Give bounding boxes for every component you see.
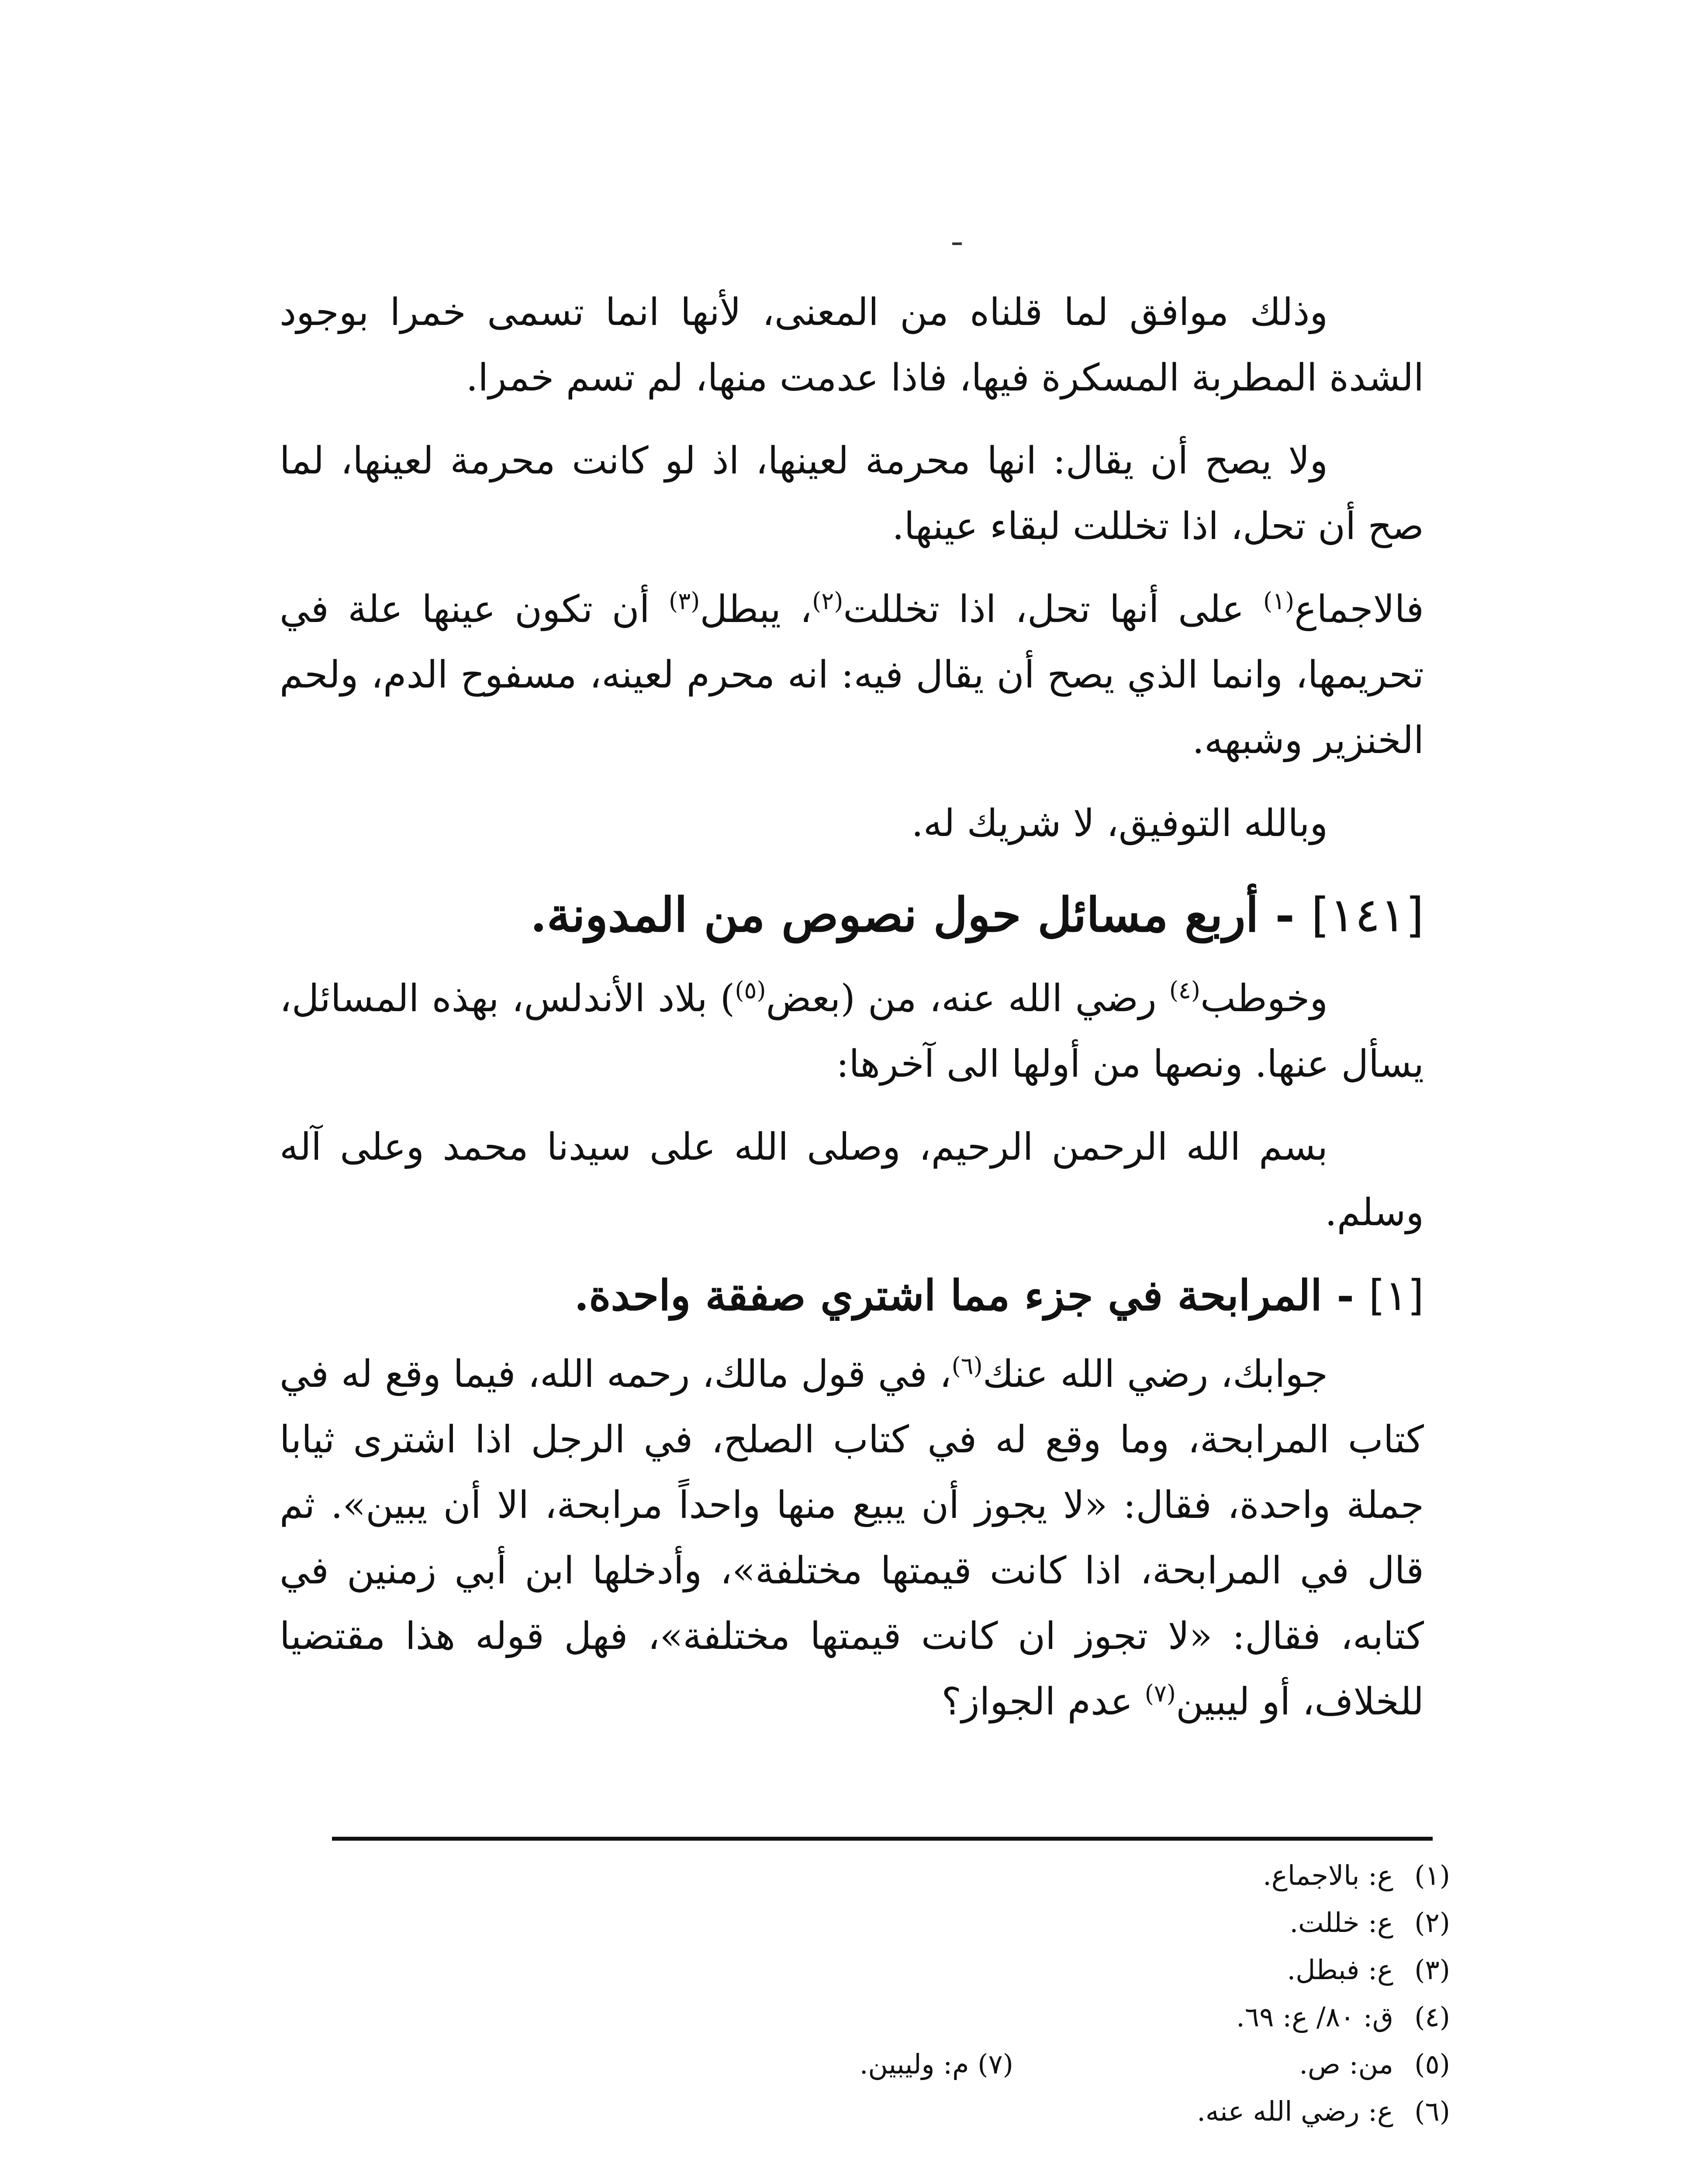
- footnote: [743, 1852, 1450, 1899]
- subsection-heading: [280, 1263, 1424, 1328]
- text-run: عدم الجواز؟: [941, 1680, 1145, 1724]
- text-run: وخوطب: [1200, 977, 1328, 1020]
- paragraph: ولا يصح أن يقال: انها محرمة لعينها، اذ لو كانت محرمة لعينها، لما صح أن تحل، اذا تخللت لبقاء عينها.: [280, 439, 1424, 548]
- footnote-number: (٤): [1414, 2001, 1450, 2033]
- footnote: [743, 1994, 1450, 2041]
- footnote-number: (٥): [1414, 2048, 1450, 2080]
- footnote-number: (٢): [1414, 1907, 1450, 1939]
- text-run: ) بلاد الأندلس، بهذه المسائل، يسأل عنها. ونصها من أولها الى آخرها:: [280, 977, 1424, 1086]
- footnote-text: ع: فبطل.: [1287, 1954, 1393, 1986]
- footnote: [655, 2041, 1013, 2088]
- paragraph: وذلك موافق لما قلناه من المعنى، لأنها انما تسمى خمرا بوجود الشدة المطربة المسكرة فيها، فاذا عدمت منها، لم تسم خمرا.: [280, 290, 1424, 400]
- footnote-ref[interactable]: (٤): [1169, 976, 1200, 1004]
- footnote-text: من: ص.: [1299, 2048, 1393, 2080]
- header-mark: [952, 242, 962, 245]
- footnote-ref[interactable]: (٣): [669, 587, 700, 615]
- footnote-number: (٣): [1414, 1954, 1450, 1986]
- subsection-number: [١]: [1368, 1271, 1424, 1320]
- footnotes: [743, 1852, 1450, 2135]
- basmala: بسم الله الرحمن الرحيم، وصلى الله على سيدنا محمد وعلى آله وسلم.: [280, 1125, 1424, 1234]
- section-number: [١٤١]: [1311, 888, 1424, 943]
- paragraph: [280, 1341, 1424, 1735]
- footnote: [743, 1946, 1450, 1994]
- text-run: رضي الله عنه، من (بعض: [766, 977, 1169, 1020]
- paragraph: وبالله التوفيق، لا شريك له.: [911, 802, 1328, 845]
- footnote: [743, 2088, 1450, 2135]
- footnote-text: ع: خللت.: [1289, 1907, 1393, 1939]
- footnote-ref[interactable]: (٢): [812, 587, 843, 615]
- text-run: ، يبطل: [700, 587, 812, 631]
- footnote-text: م: وليبين.: [859, 2048, 969, 2080]
- footnote-ref[interactable]: (١): [1263, 587, 1295, 615]
- footnote-number: (١): [1414, 1859, 1450, 1891]
- text-run: ، في قول مالك، رحمه الله، فيما وقع له في كتاب المرابحة، وما وقع له في كتاب الصلح، في الرجل اذا اشترى ثيابا جملة واحدة، فقال: «لا يجوز أن يبيع منها واحداً مرابحة، الا أن يبين». ثم قال في المرابحة، اذا كانت قيمتها مختلفة»، وأدخلها ابن أبي زمنين في كتابه، فقال: «لا تجوز ان كانت قيمتها مختلفة»، فهل قوله هذا مقتضيا للخلاف، أو ليبين: [280, 1352, 1424, 1724]
- text-run: أن تكون عينها علة في تحريمها، وانما الذي يصح أن يقال فيه: انه محرم لعينه، مسفوح الدم، ولحم الخنزير وشبهه.: [280, 587, 1424, 762]
- footnote-ref[interactable]: (٧): [1144, 1679, 1176, 1707]
- subsection-title: - المرابحة في جزء مما اشتري صفقة واحدة.: [574, 1271, 1369, 1320]
- section-title: - أربع مسائل حول نصوص من المدونة.: [530, 888, 1311, 943]
- footnote-number: (٦): [1414, 2095, 1450, 2127]
- paragraph: [280, 577, 1424, 773]
- footnote-number: (٧): [978, 2048, 1013, 2080]
- text-run: جوابك، رضي الله عنك: [982, 1352, 1328, 1396]
- footnote-text: ع: رضي الله عنه.: [1197, 2095, 1393, 2127]
- text-run: على أنها تحل، اذا تخللت: [843, 587, 1264, 631]
- footnote: [743, 1899, 1450, 1946]
- main-text: [280, 280, 1424, 1752]
- text-run: فالاجماع: [1294, 587, 1424, 631]
- footnote-text: ع: بالاجماع.: [1263, 1859, 1393, 1891]
- footnote-ref[interactable]: (٥): [735, 976, 766, 1004]
- footnote-ref[interactable]: (٦): [951, 1352, 983, 1380]
- footnote-divider: [332, 1837, 1433, 1841]
- section-heading: [280, 882, 1424, 948]
- paragraph: [280, 966, 1424, 1097]
- footnote-text: ق: ٨٠/ ع: ٦٩.: [1236, 2001, 1393, 2033]
